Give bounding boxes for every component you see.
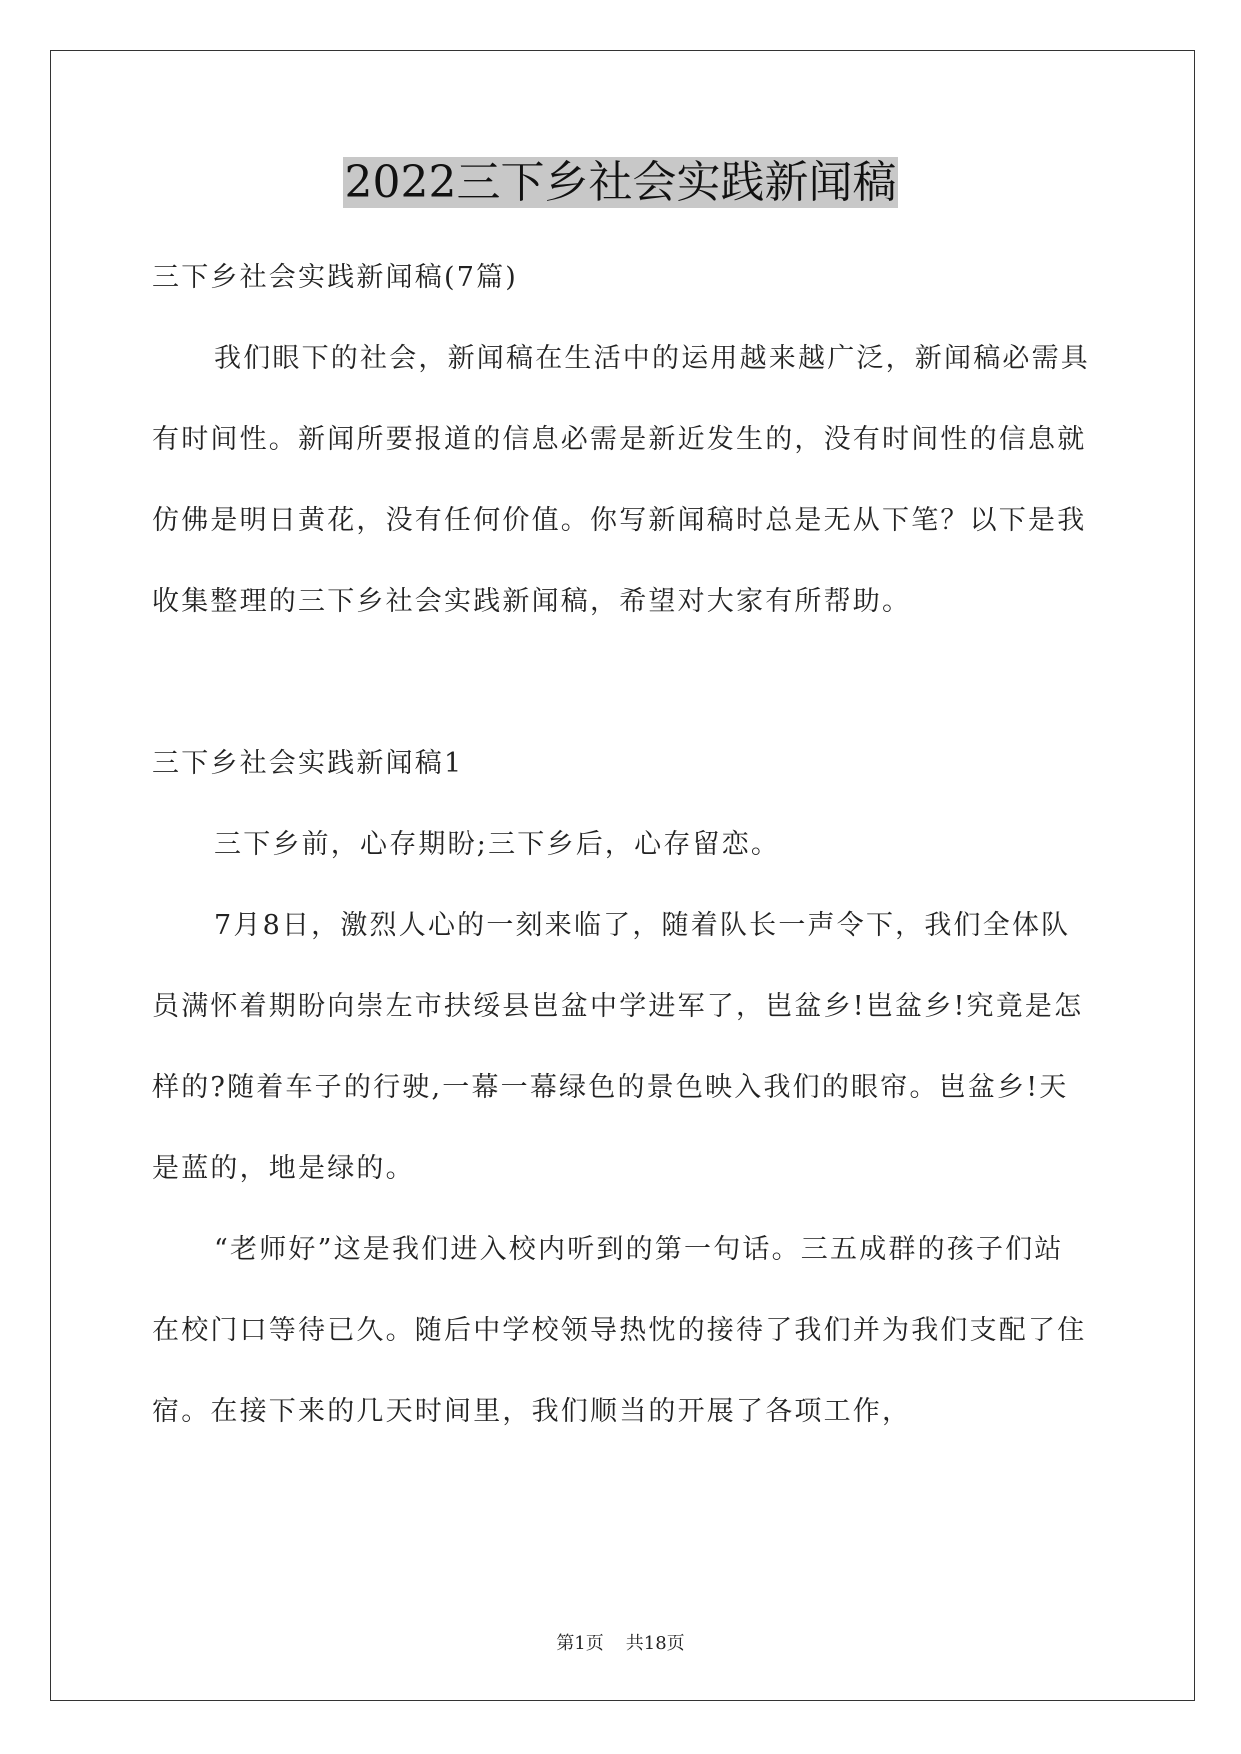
- page-number: 第1页: [556, 1633, 604, 1654]
- page-footer: [0, 1632, 1241, 1656]
- section-heading: 三下乡社会实践新闻稿1: [152, 748, 464, 779]
- intro-paragraph: 我们眼下的社会，新闻稿在生活中的运用越来越广泛，新闻稿必需具有时间性。新闻所要报道的信息必需是新近发生的，没有时间性的信息就仿佛是明日黄花，没有任何价值。你写新闻稿时总是无从下笔？以下是我收集整理的三下乡社会实践新闻稿，希望对大家有所帮助。: [152, 343, 1090, 617]
- document-title: [0, 154, 1241, 212]
- document-subtitle: 三下乡社会实践新闻稿(7篇): [152, 262, 519, 293]
- paragraph-gap: [152, 642, 1092, 723]
- body-paragraph: “老师好”这是我们进入校内听到的第一句话。三五成群的孩子们站在校门口等待已久。随后中学校领导热忱的接待了我们并为我们支配了住宿。在接下来的几天时间里，我们顺当的开展了各项工作，: [152, 1234, 1087, 1427]
- document-body: [152, 237, 1092, 1452]
- body-paragraph: 三下乡前，心存期盼;三下乡后，心存留恋。: [214, 829, 781, 860]
- body-paragraph: 7月8日，激烈人心的一刻来临了，随着队长一声令下，我们全体队员满怀着期盼向崇左市扶绥县岜盆中学进军了，岜盆乡!岜盆乡!究竟是怎样的?随着车子的行驶,一幕一幕绿色的景色映入我们的眼帘。岜盆乡!天是蓝的，地是绿的。: [152, 910, 1084, 1184]
- page-count: 共18页: [625, 1633, 685, 1654]
- document-title-text: 2022三下乡社会实践新闻稿: [344, 157, 897, 208]
